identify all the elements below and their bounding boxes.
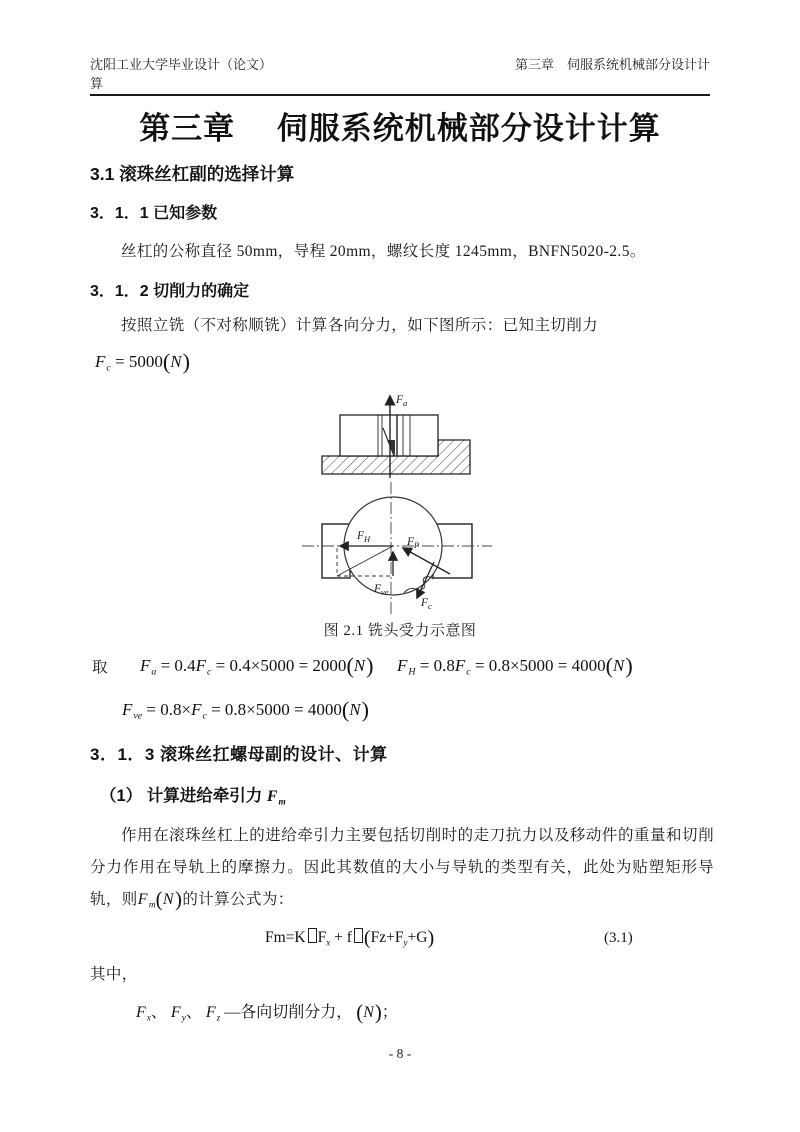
fh-label: $F_H$ [357,530,371,544]
fve-label: $F_{ve}$ [374,583,389,597]
header-left-text: 沈阳工业大学毕业设计（论文） [90,57,273,72]
page-number: - 8 - [388,1046,412,1061]
formula-fa: $F_a = 0.4F_c = 0.4\times 5000 = 2000(N)$ [140,653,374,678]
symbol-definition-line: $F_x$、 $F_y$、 $F_z$ —各向切削分力， (N)； [136,1001,398,1025]
figure-caption: 图 2.1 铣头受力示意图 [323,623,477,639]
heading-3-1-3: 3．1．3 滚珠丝扛螺母副的设计、计算 [90,745,388,764]
paragraph-traction-part2: 的计算公式为： [182,890,294,908]
header-wrap-text: 算 [90,76,104,91]
paragraph-traction-force [90,820,714,922]
formula-fm-n-inline: $F_m(N)$ [137,887,183,911]
equation-3-1: Fm=K $F_x + f$ $(Fz+F_y+G)$ [265,927,435,949]
formula-fve: $F_{ve} = 0.8\times F_c = 0.8\times 5000 = 4000(N)$ [122,697,369,722]
section-heading-3-1: 3.1 滚珠丝杠副的选择计算 [90,164,295,184]
text-qu: 取 [92,659,108,676]
formula-fh: $F_H = 0.8F_c = 0.8\times 5000 = 4000(N)$ [397,653,633,678]
paragraph-milling-forces: 按照立铣（不对称顺铣）计算各向分力，如下图所示：已知主切削力 [121,317,599,334]
equation-number: (3.1) [604,930,633,946]
cutter-block [340,415,438,456]
page-header [90,55,710,96]
heading-3-1-2: 3．1．2 切削力的确定 [90,283,250,300]
fc-label: $F_c$ [421,597,432,611]
heading-item-1-text: （1） 计算进给牵引力 [100,787,263,805]
fa-label: $F_a$ [396,394,408,408]
text-qizhong: 其中， [90,966,138,983]
header-chapter-text: 第三章 伺服系统机械部分设计计 [514,57,710,72]
figure-2-1-milling-force-diagram [300,386,495,621]
formula-fc: $F_c = 5000(N)$ [95,349,190,374]
paragraph-traction-part1: 作用在滚珠丝杠上的进给牵引力主要包括切削时的走刀抗力以及移动件的重量和切削分力作用在导轨上的摩擦力。因此其数值的大小与导轨的类型有关，此处为贴塑矩形导轨，则 [90,827,714,908]
chapter-title: 第三章 伺服系统机械部分设计计算 [139,111,661,146]
paragraph-known-parameters: 丝杠的公称直径 50mm，导程 20mm，螺纹长度 1245mm，BNFN5020-2.5。 [121,243,646,260]
heading-item-1 [100,782,286,808]
fp-label: $F_P$ [407,536,420,550]
formula-fm-inline: $F_m$ [266,788,286,808]
heading-3-1-1: 3．1．1 已知参数 [90,205,218,222]
